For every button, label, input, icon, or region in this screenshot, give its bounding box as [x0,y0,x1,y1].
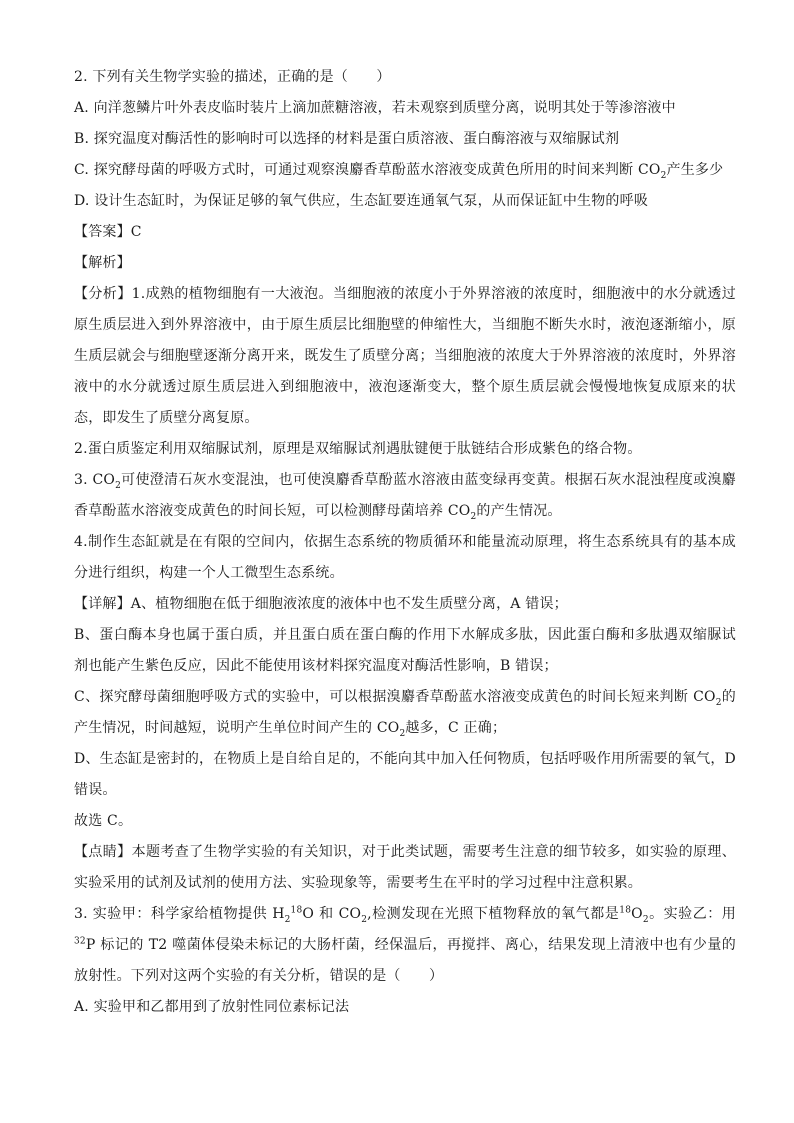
detail-b: B、蛋白酶本身也属于蛋白质，并且蛋白质在蛋白酶的作用下水解成多肽，因此蛋白酶和多肽遇双缩脲试剂也能产生紫色反应，因此不能使用该材料探究温度对酶活性影响，B 错误； [74,627,736,674]
comment: 【点睛】本题考查了生物学实验的有关知识，对于此类试题，需要考生注意的细节较多，如实验的原理、实验采用的试剂及试剂的使用方法、实验现象等，需要考生在平时的学习过程中注意积累。 [74,844,736,891]
q3-text-f: P 标记的 T2 噬菌体侵染未标记的大肠杆菌，经保温后，再搅拌、离心，结果发现上清液中也有少量的放射性。下列对这两个实验的有关分析，错误的是（ ） [74,937,736,984]
subscript: 2 [361,914,368,925]
detail-c-text-mid: 的产生情况，时间越短，说明产生单位时间产生的 CO [74,689,736,736]
option-b: B. 探究温度对酶活性的影响时可以选择的材料是蛋白质溶液、蛋白酶溶液与双缩脲试剂 [74,131,620,147]
analysis-point-3 [74,465,736,527]
superscript: 18 [619,905,632,916]
q3-text-c: ,检测发现在光照下植物释放的氧气都是 [367,906,620,922]
question-3-stem [74,899,736,992]
option-c [74,155,736,186]
question-2-stem: 2. 下列有关生物学实验的描述，正确的是（ ） [74,69,391,85]
option-c-text-end: 产生多少 [666,162,724,178]
explanation-heading: 【解析】 [74,255,131,271]
q3-text-e: 。实验乙：用 [648,906,736,922]
answer: 【答案】C [74,224,142,240]
detail-c-text: C、探究酵母菌细胞呼吸方式的实验中，可以根据溴麝香草酚蓝水溶液变成黄色的时间长短来判断 CO [74,689,716,705]
option-c-text: C. 探究酵母菌的呼吸方式时，可通过观察溴麝香草酚蓝水溶液变成黄色所用的时间来判断 CO [74,162,661,178]
detail-d: D、生态缸是密封的，在物质上是自给自足的，不能向其中加入任何物质，包括呼吸作用所需要的氧气，D 错误。 [74,751,736,798]
superscript: 18 [290,905,303,916]
subscript: 2 [470,511,477,522]
subscript: 2 [115,480,122,491]
analysis-3-text-mid: 可使澄清石灰水变混浊，也可使溴麝香草酚蓝水溶液由蓝变绿再变黄。根据石灰水混浊程度或溴麝香草酚蓝水溶液变成黄色的时间长短，可以检测酵母菌培养 CO [74,472,736,519]
q3-text-a: 3. 实验甲：科学家给植物提供 H [74,906,285,922]
analysis-3-text-end: 的产生情况。 [476,503,562,519]
subscript: 2 [660,170,667,181]
subscript: 2 [399,728,406,739]
q3-option-a: A. 实验甲和乙都用到了放射性同位素标记法 [74,999,350,1015]
option-a: A. 向洋葱鳞片叶外表皮临时装片上滴加蔗糖溶液，若未观察到质壁分离，说明其处于等渗溶液中 [74,100,676,116]
choose-answer: 故选 C。 [74,813,133,829]
detail-a: 【详解】A、植物细胞在低于细胞液浓度的液体中也不发生质壁分离，A 错误； [74,596,568,612]
detail-c-text-end: 越多，C 正确； [405,720,507,736]
analysis-3-text: 3. CO [74,472,116,488]
detail-c [74,682,736,744]
analysis-point-1: 【分析】1.成熟的植物细胞有一大液泡。当细胞液的浓度小于外界溶液的浓度时，细胞液中的水分就透过原生质层进入到外界溶液中，由于原生质层比细胞壁的伸缩性大，当细胞不断失水时，液泡逐渐缩小，原生质层就会与细胞壁逐渐分离开来，既发生了质壁分离；当细胞液的浓度大于外界溶液的浓度时，外界溶液中的水分就透过原生质层进入到细胞液中，液泡逐渐变大，整个原生质层就会慢慢地恢复成原来的状态，即发生了质壁分离复原。 [74,286,736,426]
q3-text-d: O [631,906,643,922]
subscript: 2 [715,697,722,708]
option-d: D. 设计生态缸时，为保证足够的氧气供应，生态缸要连通氧气泵，从而保证缸中生物的呼吸 [74,193,649,209]
document-body [74,62,736,1023]
subscript: 2 [284,914,291,925]
q3-text-b: O 和 CO [302,906,362,922]
analysis-point-4: 4.制作生态缸就是在有限的空间内，依据生态系统的物质循环和能量流动原理，将生态系统具有的基本成分进行组织，构建一个人工微型生态系统。 [74,534,736,581]
subscript: 2 [642,914,649,925]
superscript: 32 [74,936,86,947]
analysis-point-2: 2.蛋白质鉴定利用双缩脲试剂，原理是双缩脲试剂遇肽键便于肽链结合形成紫色的络合物。 [74,441,642,457]
